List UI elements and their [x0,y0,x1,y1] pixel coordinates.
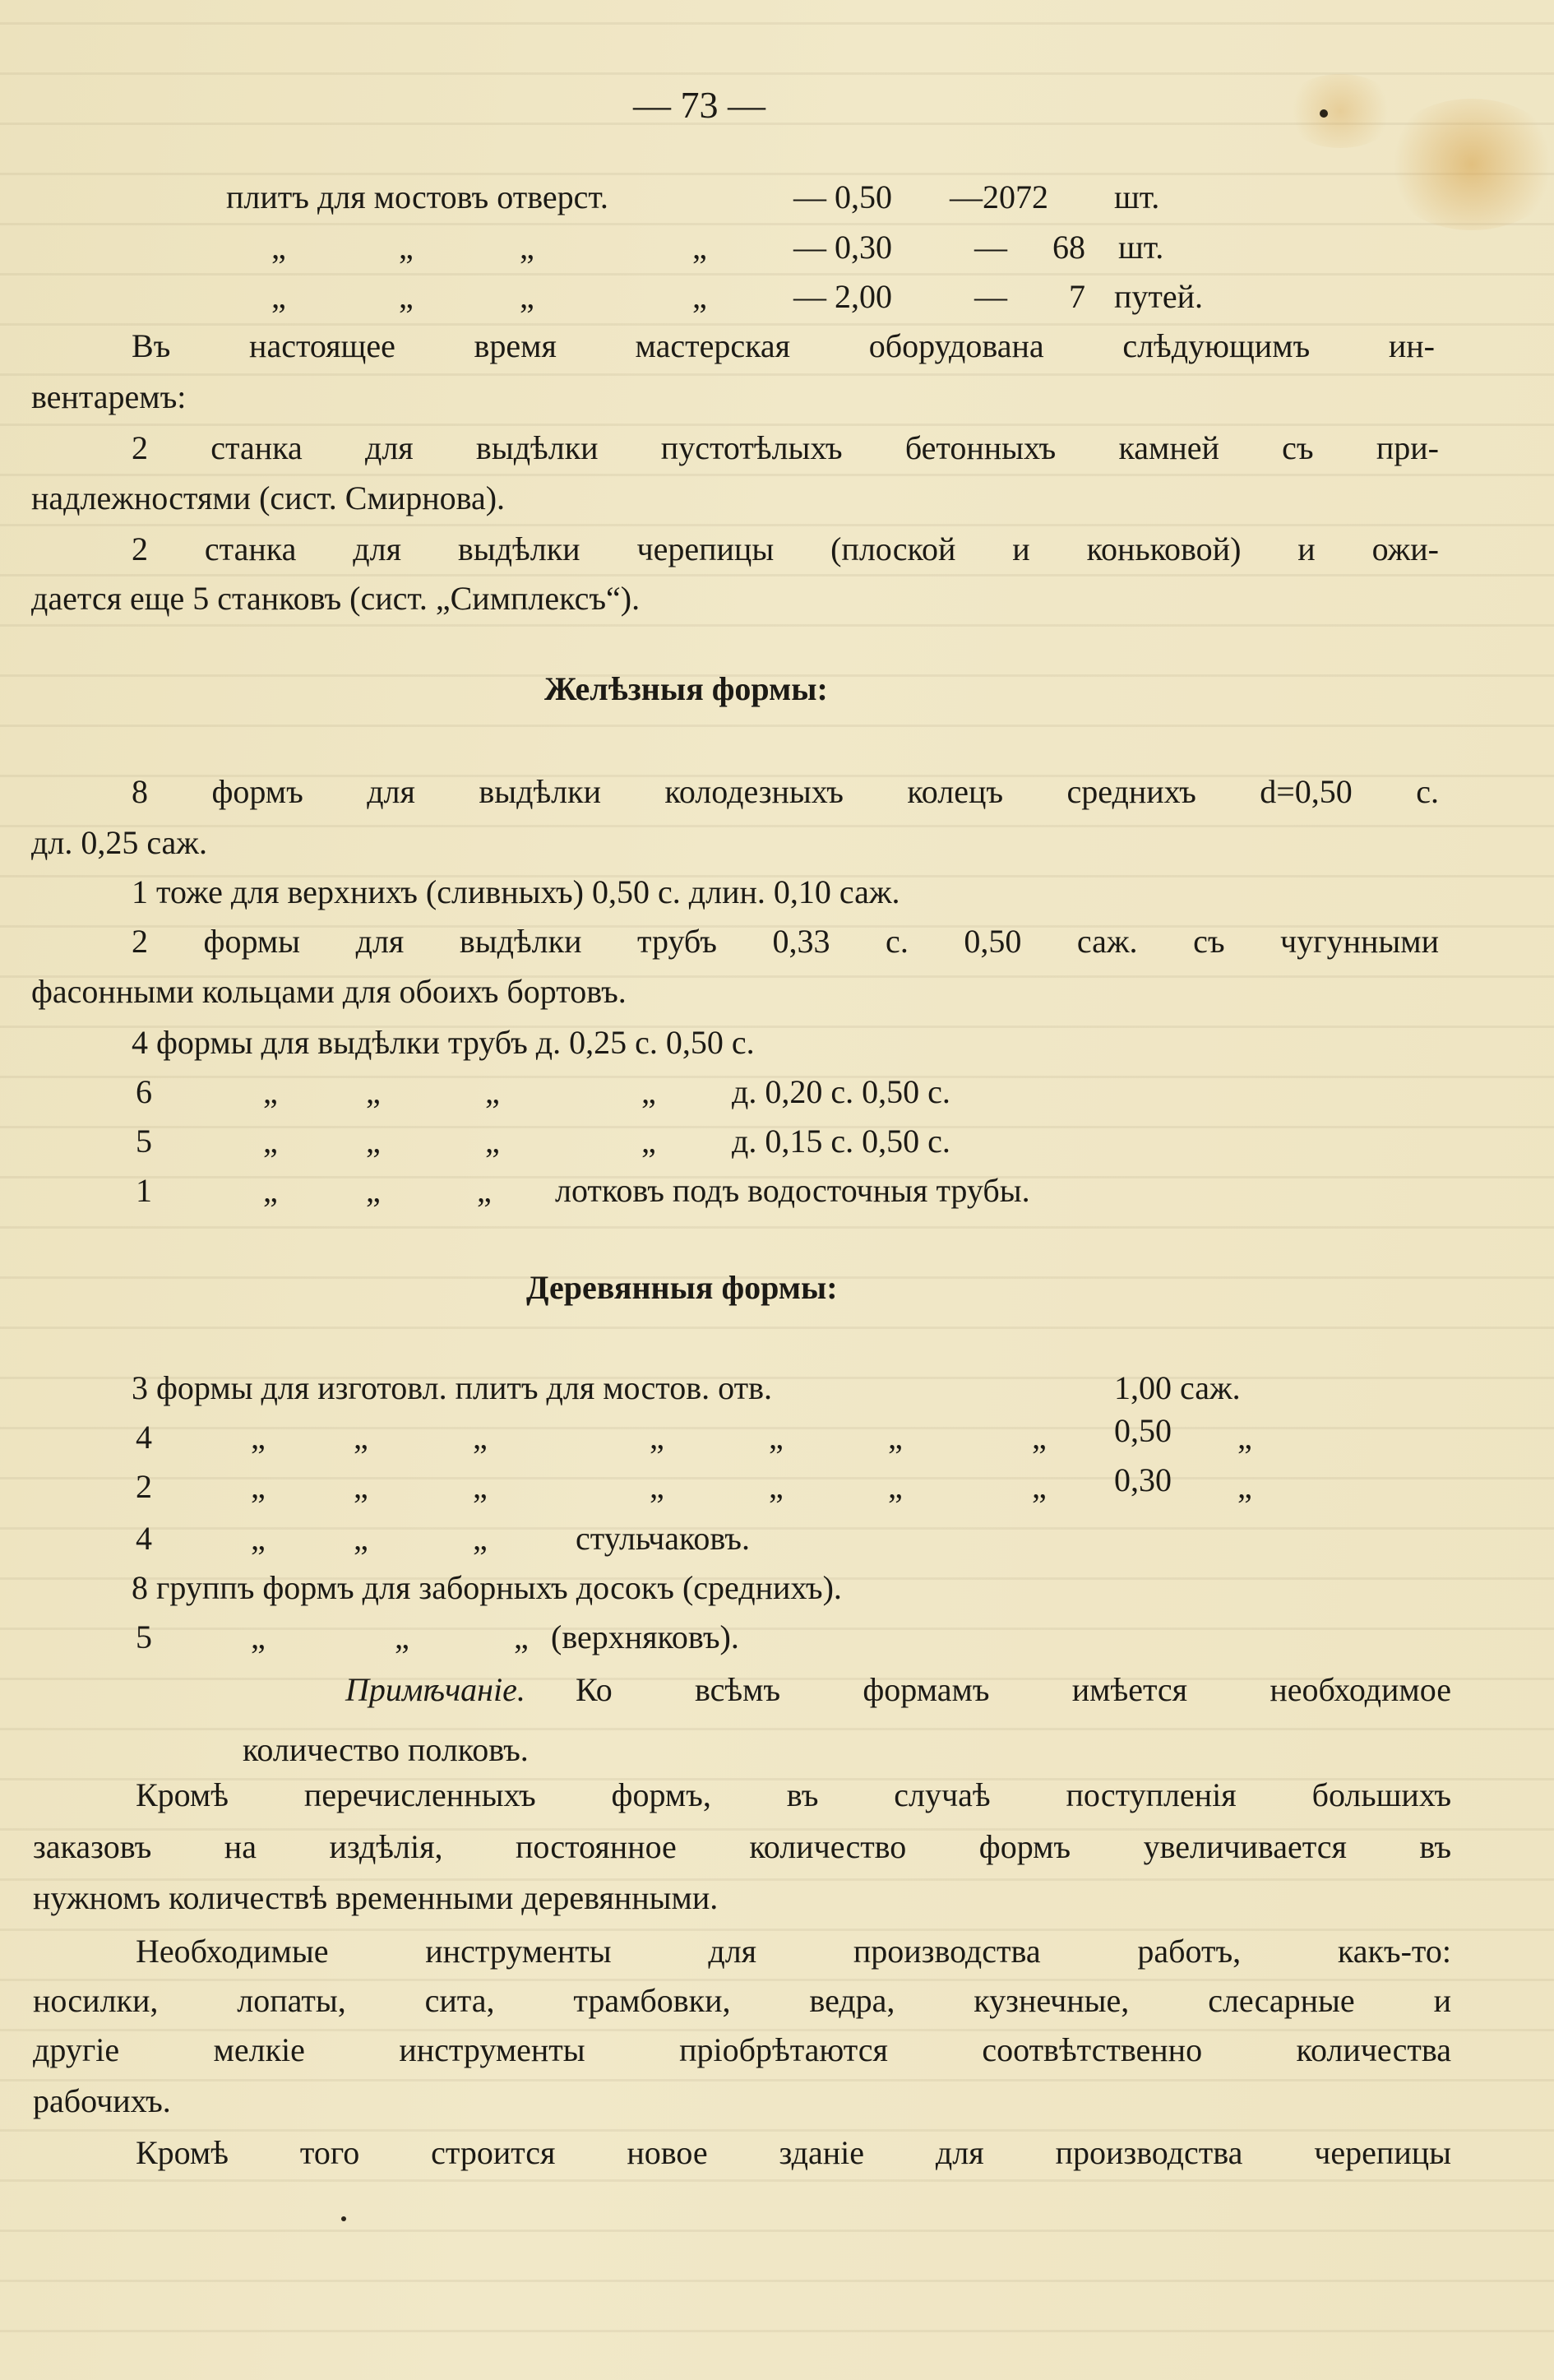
text-cell: д. 0,20 с. 0,50 с. [732,1073,950,1110]
section-heading: Желѣзныя формы: [544,670,828,707]
text-cell: 6 [136,1073,152,1110]
ditto-mark: „ [399,229,414,266]
section-heading: Деревянныя формы: [526,1269,838,1306]
ink-speck [337,2212,350,2225]
text-line: другіе мелкіе инструменты пріобрѣтаются соотвѣтственно количества [33,2031,1451,2068]
text-cell: д. 0,15 с. 0,50 с. [732,1123,950,1160]
text-cell: шт. [1118,229,1164,266]
ditto-mark: „ [251,1419,266,1456]
ditto-mark: „ [271,278,286,315]
ditto-mark: „ [366,1073,381,1110]
text-cell: шт. [1114,178,1160,215]
ditto-mark: „ [399,278,414,315]
ditto-mark: „ [1237,1468,1252,1505]
text-cell: стульчаковъ. [576,1520,750,1557]
ditto-mark: „ [473,1419,488,1456]
ditto-mark: „ [263,1123,278,1160]
text-line: Кромѣ перечисленныхъ формъ, въ случаѣ поступленія большихъ [136,1776,1451,1813]
ditto-mark: „ [650,1419,664,1456]
ditto-mark: „ [888,1468,903,1505]
text-cell: 68 [1052,229,1085,266]
ditto-mark: „ [251,1468,266,1505]
text-cell: 4 [136,1520,152,1557]
text-line: 8 формъ для выдѣлки колодезныхъ колецъ среднихъ d=0,50 с. [132,773,1439,810]
ditto-mark: „ [263,1172,278,1209]
text-cell: 7 [1069,278,1085,315]
ditto-mark: „ [251,1520,266,1557]
text-line: 8 группъ формъ для заборныхъ досокъ (среднихъ). [132,1569,842,1606]
paper-stain [1283,74,1398,148]
text-cell: (верхняковъ). [551,1618,739,1655]
ditto-mark: „ [520,278,534,315]
ditto-mark: „ [514,1618,529,1655]
text-line: носилки, лопаты, сита, трамбовки, ведра, кузнечные, слесарные и [33,1982,1451,2019]
ditto-mark: „ [251,1618,266,1655]
text-line: рабочихъ. [33,2082,171,2119]
text-line: плитъ для мостовъ отверст. [226,178,608,215]
text-line: 2 формы для выдѣлки трубъ 0,33 с. 0,50 саж. съ чугунными [132,923,1439,960]
ditto-mark: „ [650,1468,664,1505]
text-line: заказовъ на издѣлія, постоянное количество формъ увеличивается въ [33,1828,1451,1865]
text-line: Необходимые инструменты для производства работъ, какъ-то: [136,1933,1451,1970]
ditto-mark: „ [641,1123,656,1160]
ditto-mark: „ [366,1123,381,1160]
ditto-mark: „ [477,1172,492,1209]
ditto-mark: „ [473,1520,488,1557]
ditto-mark: „ [769,1468,784,1505]
text-cell: — 0,30 [793,229,892,266]
text-cell: 4 [136,1419,152,1456]
text-cell: — [974,229,1007,266]
paper-stain [1381,99,1554,230]
ink-speck [1316,105,1332,122]
ditto-mark: „ [473,1468,488,1505]
text-cell: 5 [136,1618,152,1655]
ditto-mark: „ [395,1618,409,1655]
text-cell: 1 [136,1172,152,1209]
text-line: дл. 0,25 саж. [31,824,207,861]
text-cell: 0,50 [1114,1412,1172,1449]
note-text: Ко всѣмъ формамъ имѣется необходимое [576,1671,1451,1708]
ditto-mark: „ [1237,1419,1252,1456]
ditto-mark: „ [641,1073,656,1110]
page-number: — 73 — [633,84,765,126]
text-cell: лотковъ подъ водосточныя трубы. [555,1172,1030,1209]
ditto-mark: „ [485,1073,500,1110]
ditto-mark: „ [354,1520,368,1557]
ditto-mark: „ [692,278,707,315]
text-cell: 2 [136,1468,152,1505]
ditto-mark: „ [485,1123,500,1160]
text-cell: 1,00 саж. [1114,1369,1241,1406]
note-label: Примѣчаніе. [345,1671,525,1708]
text-cell: путей. [1114,278,1204,315]
note-text: количество полковъ. [243,1731,529,1768]
ditto-mark: „ [354,1419,368,1456]
text-line: Кромѣ того строится новое зданіе для производства черепицы [136,2134,1451,2171]
ditto-mark: „ [271,229,286,266]
text-line: надлежностями (сист. Смирнова). [31,479,506,516]
text-line: 1 тоже для верхнихъ (сливныхъ) 0,50 с. длин. 0,10 саж. [132,873,900,910]
text-line: дается еще 5 станковъ (сист. „Симплексъ“). [31,580,641,617]
text-line: фасонными кольцами для обоихъ бортовъ. [31,973,627,1010]
text-line: 2 станка для выдѣлки пустотѣлыхъ бетонныхъ камней съ при- [132,429,1439,466]
text-line: 4 формы для выдѣлки трубъ д. 0,25 с. 0,50 с. [132,1024,755,1061]
ditto-mark: „ [354,1468,368,1505]
text-cell: — 0,50 [793,178,892,215]
text-cell: —2072 [950,178,1048,215]
ditto-mark: „ [263,1073,278,1110]
ditto-mark: „ [692,229,707,266]
text-cell: — 2,00 [793,278,892,315]
ditto-mark: „ [1032,1419,1047,1456]
ditto-mark: „ [1032,1468,1047,1505]
ditto-mark: „ [520,229,534,266]
text-cell: 5 [136,1123,152,1160]
ditto-mark: „ [888,1419,903,1456]
text-line: вентаремъ: [31,378,187,415]
text-cell: 0,30 [1114,1461,1172,1498]
ditto-mark: „ [366,1172,381,1209]
text-cell: — [974,278,1007,315]
text-line: 3 формы для изготовл. плитъ для мостов. отв. [132,1369,772,1406]
text-line: нужномъ количествѣ временными деревянными. [33,1879,719,1916]
text-line: 2 станка для выдѣлки черепицы (плоской и коньковой) и ожи- [132,530,1439,567]
text-line: Въ настоящее время мастерская оборудована слѣдующимъ ин- [132,327,1435,364]
ditto-mark: „ [769,1419,784,1456]
